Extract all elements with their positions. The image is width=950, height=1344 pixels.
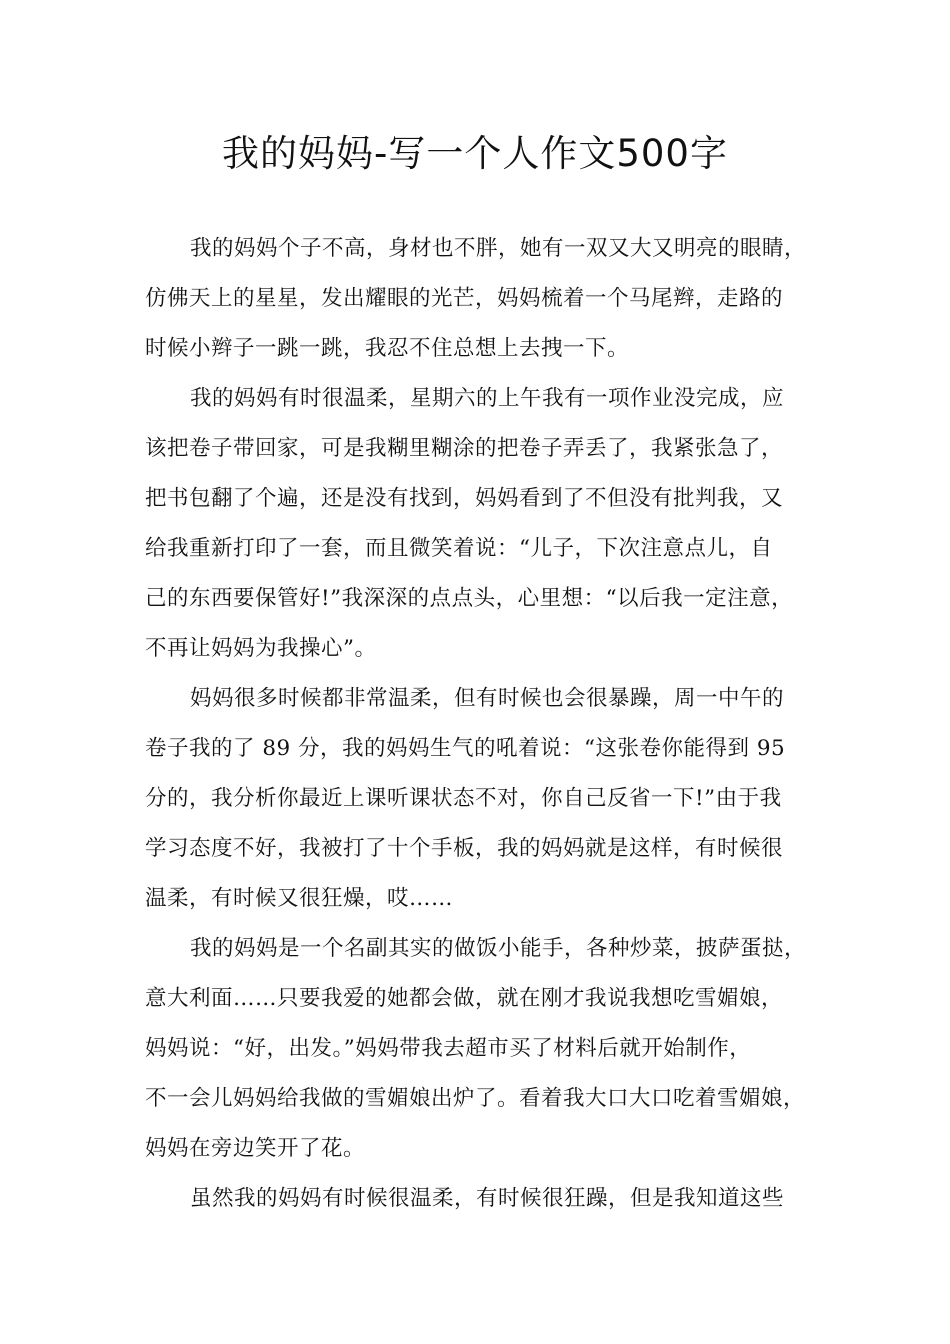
paragraph-4-line-5: 妈妈在旁边笑开了花。 xyxy=(145,1136,366,1161)
paragraph-4-line-4: 不一会儿妈妈给我做的雪媚娘出炉了。看着我大口大口吃着雪媚娘， xyxy=(145,1086,806,1111)
paragraph-3-line-2: 卷子我的了 89 分，我的妈妈生气的吼着说：“这张卷你能得到 95 xyxy=(145,736,786,761)
paragraph-2-line-1: 我的妈妈有时很温柔，星期六的上午我有一项作业没完成，应 xyxy=(190,386,785,411)
paragraph-5-line-1: 虽然我的妈妈有时候很温柔，有时候很狂躁，但是我知道这些 xyxy=(190,1186,785,1211)
paragraph-2-line-2: 该把卷子带回家，可是我糊里糊涂的把卷子弄丢了，我紧张急了， xyxy=(145,436,784,461)
paragraph-3-line-1: 妈妈很多时候都非常温柔，但有时候也会很暴躁，周一中午的 xyxy=(190,686,785,711)
paragraph-2-line-3: 把书包翻了个遍，还是没有找到，妈妈看到了不但没有批判我，又 xyxy=(145,486,784,511)
paragraph-1-line-3: 时候小辫子一跳一跳，我忍不住总想上去拽一下。 xyxy=(145,336,630,361)
paragraph-1-line-1: 我的妈妈个子不高，身材也不胖，她有一双又大又明亮的眼睛， xyxy=(190,236,807,261)
paragraph-1-line-2: 仿佛天上的星星，发出耀眼的光芒，妈妈梳着一个马尾辫，走路的 xyxy=(145,286,784,311)
paragraph-4-line-1: 我的妈妈是一个名副其实的做饭小能手，各种炒菜，披萨蛋挞， xyxy=(190,936,807,961)
paragraph-3-line-5: 温柔，有时候又很狂燥，哎…… xyxy=(145,886,454,911)
paragraph-3-line-4: 学习态度不好，我被打了十个手板，我的妈妈就是这样，有时候很 xyxy=(145,836,784,861)
paragraph-2-line-4: 给我重新打印了一套，而且微笑着说：“儿子，下次注意点儿，自 xyxy=(145,536,773,561)
paragraph-4-line-2: 意大利面……只要我爱的她都会做，就在刚才我说我想吃雪媚娘， xyxy=(145,986,784,1011)
paragraph-2-line-6: 不再让妈妈为我操心”。 xyxy=(145,636,377,661)
paragraph-2-line-5: 己的东西要保管好!”我深深的点点头，心里想：“以后我一定注意， xyxy=(145,586,794,611)
paragraph-4-line-3: 妈妈说：“好，出发。”妈妈带我去超市买了材料后就开始制作， xyxy=(145,1036,752,1061)
document-title: 我的妈妈-写一个人作文500字 xyxy=(222,132,728,175)
paragraph-3-line-3: 分的，我分析你最近上课听课状态不对，你自己反省一下!”由于我 xyxy=(145,786,782,811)
